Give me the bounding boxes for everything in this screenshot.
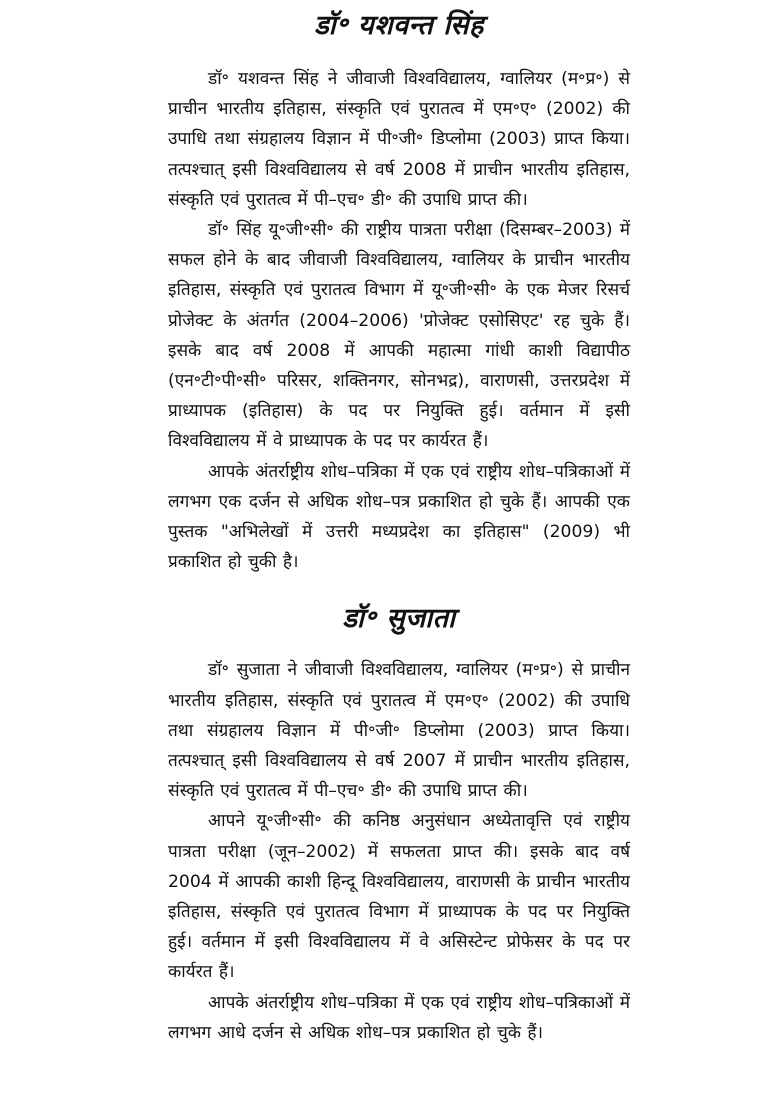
profile-paragraph: डॉ॰ सिंह यू॰जी॰सी॰ की राष्ट्रीय पात्रता परीक्षा (दिसम्बर–2003) में सफल होने के बाद जीवाजी विश्वविद्यालय, ग्वालियर के प्राचीन भारतीय इतिहास, संस्कृति एवं पुरातत्व विभाग में यू॰जी॰सी॰ के एक मेजर रिसर्च प्रोजेक्ट के अंतर्गत (2004–2006) 'प्रोजेक्ट एसोसिएट' रह चुके हैं। इसके बाद वर्ष 2008 में आपकी महात्मा गांधी काशी विद्यापीठ (एन॰टी॰पी॰सी॰ परिसर, शक्तिनगर, सोनभद्र), वाराणसी, उत्तरप्रदेश में प्राध्यापक (इतिहास) के पद पर नियुक्ति हुई। वर्तमान में इसी विश्वविद्यालय में वे प्राध्यापक के पद पर कार्यरत हैं। [168, 220, 630, 452]
profile-paragraph: आपके अंतर्राष्ट्रीय शोध–पत्रिका में एक एवं राष्ट्रीय शोध–पत्रिकाओं में लगभग एक दर्जन से अधिक शोध–पत्र प्रकाशित हो चुके हैं। आपकी एक पुस्तक "अभिलेखों में उत्तरी मध्यप्रदेश का इतिहास" (2009) भी प्रकाशित हो चुकी है। [168, 461, 630, 573]
profile-paragraph: डॉ॰ यशवन्त सिंह ने जीवाजी विश्वविद्यालय, ग्वालियर (म॰प्र॰) से प्राचीन भारतीय इतिहास, संस्कृति एवं पुरातत्व में एम॰ए॰ (2002) की उपाधि तथा संग्रहालय विज्ञान में पी॰जी॰ डिप्लोमा (2003) प्राप्त किया। तत्पश्चात् इसी विश्वविद्यालय से वर्ष 2008 में प्राचीन भारतीय इतिहास, संस्कृति एवं पुरातत्व में पी–एच॰ डी॰ की उपाधि प्राप्त की। [168, 69, 630, 210]
profile-paragraph: आपने यू॰जी॰सी॰ की कनिष्ठ अनुसंधान अध्येतावृत्ति एवं राष्ट्रीय पात्रता परीक्षा (जून–2002) में सफलता प्राप्त की। इसके बाद वर्ष 2004 में आपकी काशी हिन्दू विश्वविद्यालय, वाराणसी के प्राचीन भारतीय इतिहास, संस्कृति एवं पुरातत्व विभाग में प्राध्यापक के पद पर नियुक्ति हुई। वर्तमान में इसी विश्वविद्यालय में वे असिस्टेन्ट प्रोफेसर के पद पर कार्यरत हैं। [168, 811, 630, 983]
profile-sujata [168, 599, 630, 1048]
profile-heading: डॉ॰ सुजाता [342, 603, 456, 635]
profile-paragraph: आपके अंतर्राष्ट्रीय शोध–पत्रिका में एक एवं राष्ट्रीय शोध–पत्रिकाओं में लगभग आधे दर्जन से अधिक शोध–पत्र प्रकाशित हो चुके हैं। [168, 992, 630, 1043]
profile-heading: डॉ॰ यशवन्त सिंह [314, 10, 484, 41]
profile-yashwant-singh [168, 6, 630, 577]
profile-paragraph: डॉ॰ सुजाता ने जीवाजी विश्वविद्यालय, ग्वालियर (म॰प्र॰) से प्राचीन भारतीय इतिहास, संस्कृति एवं पुरातत्व में एम॰ए॰ (2002) की उपाधि तथा संग्रहालय विज्ञान में पी॰जी॰ डिप्लोमा (2003) प्राप्त किया। तत्पश्चात् इसी विश्वविद्यालय से वर्ष 2007 में प्राचीन भारतीय इतिहास, संस्कृति एवं पुरातत्व में पी–एच॰ डी॰ की उपाधि प्राप्त की। [168, 660, 630, 802]
